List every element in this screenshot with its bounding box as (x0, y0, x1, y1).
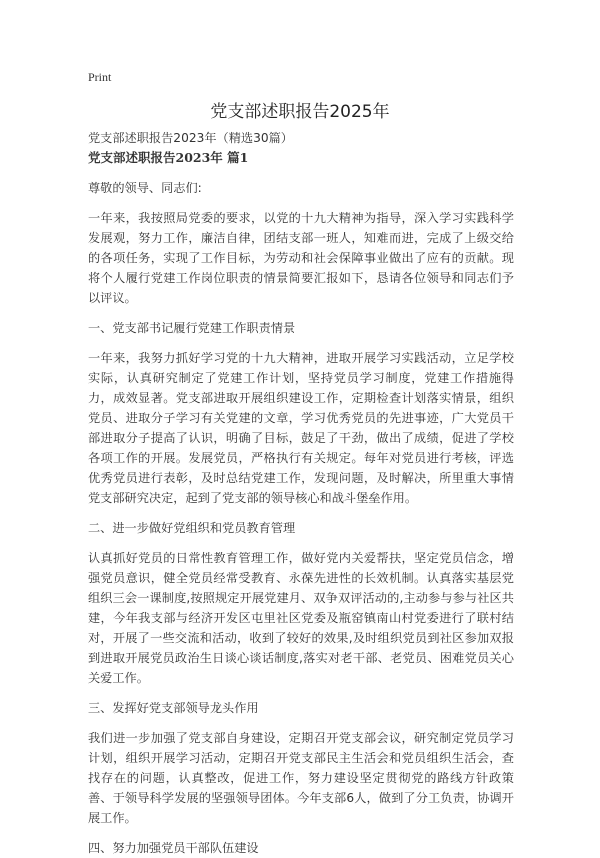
heading-3: 三、发挥好党支部领导龙头作用 (88, 701, 259, 715)
print-label: Print (88, 70, 112, 84)
document-subtitle: 党支部述职报告2023年（精选30篇） (88, 131, 293, 145)
paragraph-1: 一年来，我努力抓好学习党的十九大精神，进取开展学习实践活动，立足学校实际，认真研究制定了党建工作计划，坚持党员学习制度，党建工作措施得力，成效显著。党支部进取开展组织建设工作，定期检查计划落实情景，组织党员、进取分子学习有关党建的文章，学习优秀党员的先进事迹，广大党员干部进取分子提高了认识，明确了目标，鼓足了干劲，做出了成绩，促进了学校各项工作的开展。发展党员，严格执行有关规定。每年对党员进行考核，评选优秀党员进行表彰，及时总结党建工作，发现问题，及时解决，所里重大事情党支部研究决定，起到了党支部的领导核心和战斗堡垒作用。 (88, 351, 514, 505)
heading-1: 一、党支部书记履行党建工作职责情景 (88, 321, 296, 335)
paragraph-3: 我们进一步加强了党支部自身建设，定期召开党支部会议，研究制定党员学习计划，组织开展学习活动，定期召开党支部民主生活会和党员组织生活会，查找存在的问题，认真整改，促进工作，努力建设坚定贯彻党的路线方针政策善、于领导科学发展的坚强领导团体。今年支部6人，做到了分工负责，协调开展工作。 (88, 731, 514, 825)
heading-4: 四、努力加强党员干部队伍建设 (88, 841, 259, 855)
section-heading: 党支部述职报告2023年 篇1 (88, 150, 249, 165)
paragraph-2: 认真抓好党员的日常性教育管理工作，做好党内关爱帮扶，坚定党员信念，增强党员意识，健全党员经常受教育、永葆先进性的长效机制。认真落实基层党组织三会一课制度,按照规定开展党建月、双争双评活动的,主动参与参与社区共建，今年我支部与经济开发区屯里社区党委及瓶窑镇南山村党委进行了联村结对，开展了一些交流和活动，收到了较好的效果,及时组织党员到社区参加双报到进取开展党员政治生日谈心谈话制度,落实对老干部、老党员、困难党员关心关爱工作。 (88, 551, 514, 685)
page-title: 党支部述职报告2025年 (210, 102, 390, 122)
heading-2: 二、进一步做好党组织和党员教育管理 (88, 521, 296, 535)
intro-paragraph: 一年来，我按照局党委的要求，以党的十九大精神为指导，深入学习实践科学发展观，努力工作，廉洁自律，团结支部一班人，知难而进，完成了上级交给的各项任务，实现了工作目标，为劳动和社会保障事业做出了应有的贡献。现将个人履行党建工作岗位职责的情景简要汇报如下，恳请各位领导和同志们予以评议。 (88, 211, 514, 305)
document-body (88, 128, 514, 858)
salutation: 尊敬的领导、同志们: (88, 181, 202, 195)
